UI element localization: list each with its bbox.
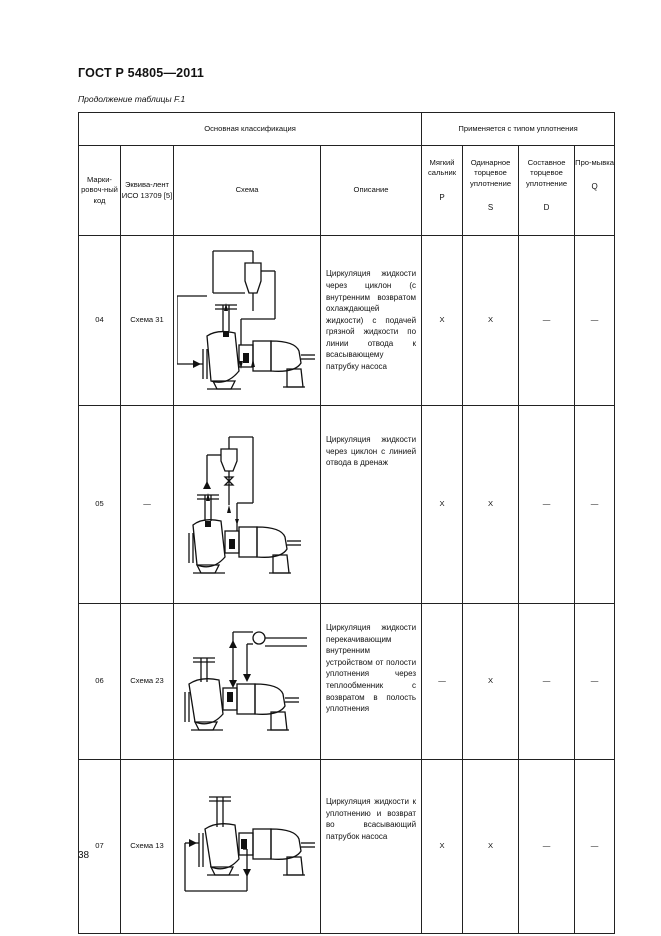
row-description bbox=[321, 406, 422, 604]
seal-s-name: Одинарное торцевое уплотнение bbox=[470, 158, 512, 188]
document-title: ГОСТ Р 54805—2011 bbox=[78, 66, 205, 80]
col-marking-code-label: Марки-ровоч-ный код bbox=[81, 175, 118, 205]
pump-scheme-04-graphic bbox=[177, 241, 317, 401]
header-seal-types: Применяется с типом уплотнения bbox=[422, 113, 615, 146]
row-description-text: Циркуляция жидкости перекачивающим внутренним устройством от полости уплотнения через теплообменник с возвратом в полость уплотнения bbox=[326, 623, 417, 714]
classification-table bbox=[78, 112, 615, 934]
table-row bbox=[79, 760, 615, 934]
col-seal-s bbox=[463, 146, 519, 236]
scheme-diagram-04 bbox=[174, 236, 321, 406]
scheme-diagram-05 bbox=[174, 406, 321, 604]
scheme-diagram-06 bbox=[174, 604, 321, 760]
seal-d-code: D bbox=[543, 202, 550, 212]
cell-d: — bbox=[519, 236, 575, 406]
cell-s: X bbox=[463, 236, 519, 406]
cell-d: — bbox=[519, 406, 575, 604]
col-description: Описание bbox=[321, 146, 422, 236]
row-description-text: Циркуляция жидкости через циклон (с внутренним возвратом охлаждающей жидкости) с подачей грязной жидкости по линии отвода к всасывающему патрубку насоса bbox=[326, 269, 417, 372]
seal-d-name: Составное торцевое уплотнение bbox=[526, 158, 568, 188]
row-description bbox=[321, 604, 422, 760]
row-description-text: Циркуляция жидкости через циклон с линией отвода в дренаж bbox=[326, 435, 417, 468]
col-seal-p bbox=[422, 146, 463, 236]
cell-s: X bbox=[463, 760, 519, 934]
col-scheme: Схема bbox=[174, 146, 321, 236]
seal-q-name: Про-мывка bbox=[575, 158, 614, 167]
row-code: 05 bbox=[79, 406, 121, 604]
cell-p: X bbox=[422, 406, 463, 604]
row-code: 06 bbox=[79, 604, 121, 760]
row-equivalent: Схема 31 bbox=[121, 236, 174, 406]
cell-d: — bbox=[519, 760, 575, 934]
cell-p: — bbox=[422, 604, 463, 760]
cell-q: — bbox=[575, 760, 615, 934]
cell-q: — bbox=[575, 604, 615, 760]
table-caption: Продолжение таблицы F.1 bbox=[78, 94, 186, 104]
row-equivalent: — bbox=[121, 406, 174, 604]
row-equivalent: Схема 23 bbox=[121, 604, 174, 760]
cell-p: X bbox=[422, 760, 463, 934]
pump-scheme-05-graphic bbox=[177, 425, 317, 585]
scheme-diagram-07 bbox=[174, 760, 321, 934]
table-row bbox=[79, 236, 615, 406]
row-equivalent: Схема 13 bbox=[121, 760, 174, 934]
cell-q: — bbox=[575, 406, 615, 604]
seal-p-name: Мягкий сальник bbox=[427, 158, 457, 178]
table-row bbox=[79, 406, 615, 604]
header-main-classification: Основная классификация bbox=[79, 113, 422, 146]
row-description bbox=[321, 760, 422, 934]
seal-p-code: P bbox=[439, 192, 445, 202]
row-description bbox=[321, 236, 422, 406]
cell-p: X bbox=[422, 236, 463, 406]
pump-scheme-06-graphic bbox=[177, 618, 317, 746]
col-seal-q bbox=[575, 146, 615, 236]
cell-q: — bbox=[575, 236, 615, 406]
col-seal-d bbox=[519, 146, 575, 236]
row-code: 07 bbox=[79, 760, 121, 934]
row-code: 04 bbox=[79, 236, 121, 406]
col-equivalent-label: Эквива-лент ИСО 13709 [5] bbox=[121, 180, 173, 200]
seal-s-code: S bbox=[487, 202, 494, 212]
col-equivalent bbox=[121, 146, 174, 236]
page-number: 38 bbox=[78, 850, 90, 861]
pump-scheme-07-graphic bbox=[177, 783, 317, 911]
cell-s: X bbox=[463, 406, 519, 604]
cell-s: X bbox=[463, 604, 519, 760]
seal-q-code: Q bbox=[591, 182, 598, 192]
cell-d: — bbox=[519, 604, 575, 760]
table-row bbox=[79, 604, 615, 760]
row-description-text: Циркуляция жидкости к уплотнению и возврат во всасывающий патрубок насоса bbox=[326, 797, 417, 841]
col-marking-code bbox=[79, 146, 121, 236]
